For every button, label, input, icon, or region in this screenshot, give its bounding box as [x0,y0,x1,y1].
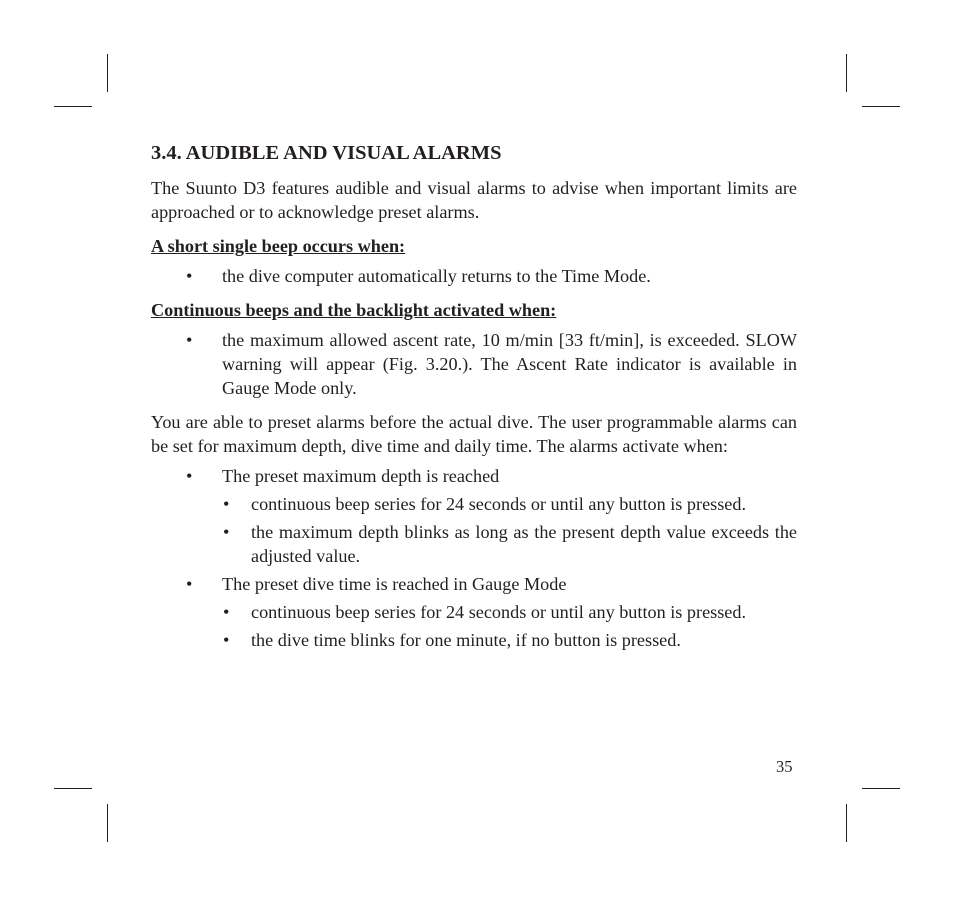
crop-mark-top-left-horizontal [54,106,92,107]
preset-alarm-label: The preset maximum depth is reached [222,466,500,486]
preset-alarms-paragraph: You are able to preset alarms before the actual dive. The user programmable alarms can be set for maximum depth, dive time and daily time. The alarms activate when: [151,412,797,456]
crop-mark-bottom-right-vertical [846,804,847,842]
preset-alarm-subitem-text: continuous beep series for 24 seconds or until any button is pressed. [251,494,747,514]
preset-alarm-subitem [151,492,797,516]
short-beep-item [151,264,797,288]
preset-alarm-item [151,464,797,488]
short-beep-item-text: the dive computer automatically returns to the Time Mode. [222,266,651,286]
preset-alarm-label: The preset dive time is reached in Gauge Mode [222,574,567,594]
section-title: 3.4. AUDIBLE AND VISUAL ALARMS [151,142,502,164]
continuous-beep-item [151,328,797,400]
bullet-icon: • [186,330,193,350]
short-beep-heading: A short single beep occurs when: [151,236,406,256]
crop-mark-top-right-horizontal [862,106,900,107]
crop-mark-bottom-left-horizontal [54,788,92,789]
bullet-icon: • [186,266,193,286]
intro-paragraph: The Suunto D3 features audible and visual alarms to advise when important limits are approached or to acknowledge preset alarms. [151,178,797,222]
crop-mark-bottom-right-horizontal [862,788,900,789]
bullet-icon: • [186,466,193,486]
preset-alarm-subitem-text: the maximum depth blinks as long as the present depth value exceeds the adjusted value. [251,522,797,566]
preset-alarm-item [151,572,797,596]
continuous-beep-heading: Continuous beeps and the backlight activated when: [151,300,557,320]
preset-alarm-subitem [151,520,797,568]
page-content [151,140,797,652]
preset-alarm-subitem [151,600,797,624]
bullet-icon: • [223,630,230,650]
preset-alarm-subitem-text: continuous beep series for 24 seconds or until any button is pressed. [251,602,747,622]
page-number: 35 [776,757,793,776]
bullet-icon: • [223,522,230,542]
preset-alarm-subitem [151,628,797,652]
bullet-icon: • [186,574,193,594]
preset-alarm-subitem-text: the dive time blinks for one minute, if no button is pressed. [251,630,681,650]
bullet-icon: • [223,494,230,514]
crop-mark-top-right-vertical [846,54,847,92]
bullet-icon: • [223,602,230,622]
crop-mark-bottom-left-vertical [107,804,108,842]
continuous-beep-item-text: the maximum allowed ascent rate, 10 m/min [33 ft/min], is exceeded. SLOW warning will appear (Fig. 3.20.). The Ascent Rate indicator is available in Gauge Mode only. [222,330,797,398]
crop-mark-top-left-vertical [107,54,108,92]
